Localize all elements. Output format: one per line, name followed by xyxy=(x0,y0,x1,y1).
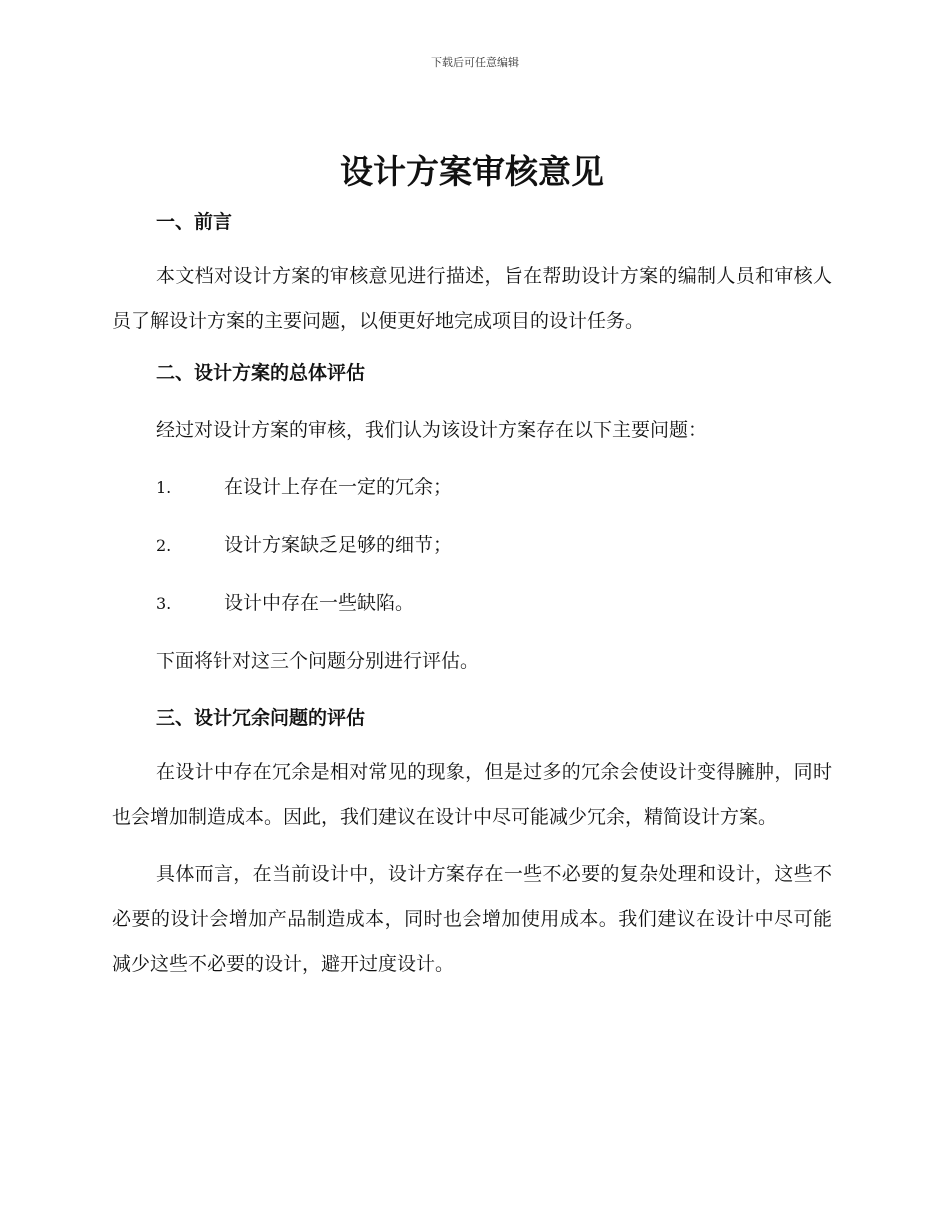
paragraph-redundancy-1: 在设计中存在冗余是相对常见的现象，但是过多的冗余会使设计变得臃肿，同时也会增加制造成本。因此，我们建议在设计中尽可能减少冗余，精简设计方案。 xyxy=(112,761,832,828)
paragraph-redundancy-2: 具体而言，在当前设计中，设计方案存在一些不必要的复杂处理和设计，这些不必要的设计会增加产品制造成本，同时也会增加使用成本。我们建议在设计中尽可能减少这些不必要的设计，避开过度设计。 xyxy=(112,863,832,975)
list-text: 在设计上存在一定的冗余； xyxy=(224,476,453,498)
list-item xyxy=(112,473,832,502)
list-item xyxy=(112,531,832,560)
list-item xyxy=(112,589,832,618)
list-number: 2. xyxy=(156,536,172,555)
section-heading-redundancy: 三、设计冗余问题的评估 xyxy=(156,707,366,729)
list-text: 设计中存在一些缺陷。 xyxy=(224,592,415,614)
list-text: 设计方案缺乏足够的细节； xyxy=(224,534,453,556)
list-number: 3. xyxy=(156,594,172,613)
paragraph-preface: 本文档对设计方案的审核意见进行描述，旨在帮助设计方案的编制人员和审核人员了解设计方案的主要问题，以便更好地完成项目的设计任务。 xyxy=(112,265,832,332)
document-body xyxy=(112,148,832,987)
list-number: 1. xyxy=(156,478,172,497)
document-title: 设计方案审核意见 xyxy=(340,152,604,191)
section-heading-overall-evaluation: 二、设计方案的总体评估 xyxy=(156,362,366,384)
section-heading-preface: 一、前言 xyxy=(156,211,233,233)
header-note: 下载后可任意编辑 xyxy=(431,56,519,69)
paragraph-evaluation-outro: 下面将针对这三个问题分别进行评估。 xyxy=(156,650,480,672)
paragraph-evaluation-intro: 经过对设计方案的审核，我们认为该设计方案存在以下主要问题： xyxy=(156,419,708,441)
